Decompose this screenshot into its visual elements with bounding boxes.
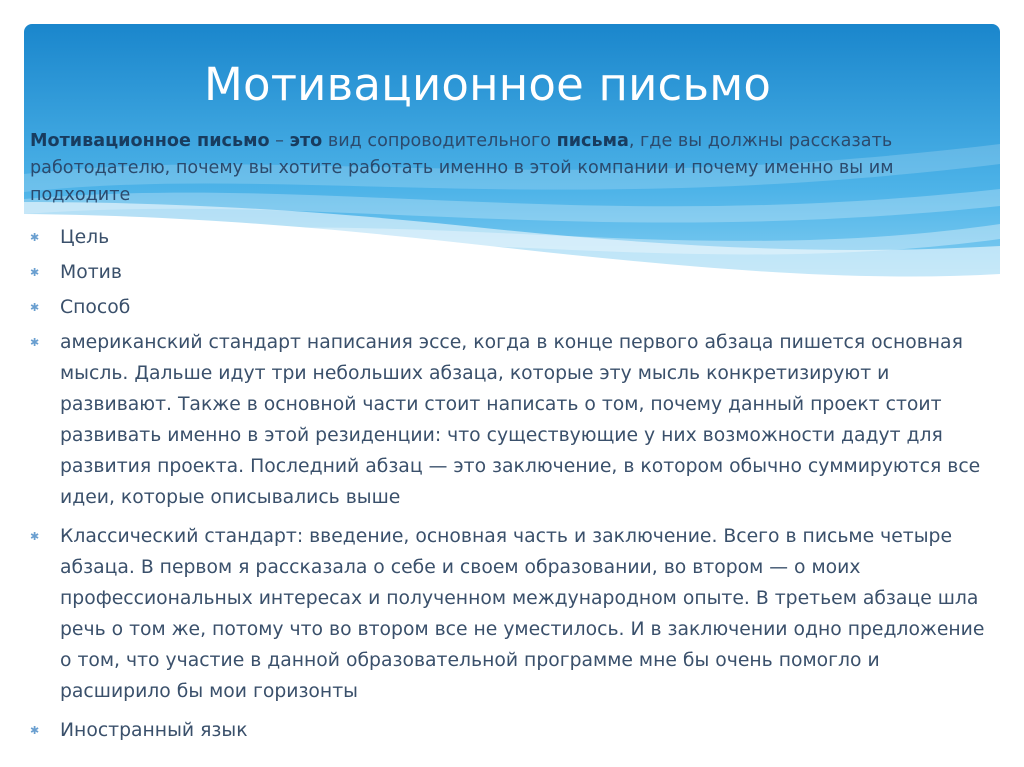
list-item [30,222,990,253]
bullet-star-icon: ✱ [30,231,40,244]
list-item [30,257,990,288]
bullet-star-icon: ✱ [30,301,40,314]
list-item-text: Способ [60,297,131,318]
bullet-star-icon: ✱ [30,724,40,737]
list-item-text: американский стандарт написания эссе, когда в конце первого абзаца пишется основная мысль. Дальше идут три небольших абзаца, которые эту мысль конкретизируют и развивают. Также в основной части стоит написать о том, почему данный проект стоит развивать именно в этой резиденции: что существующие у них возможности дадут для развития проекта. Последний абзац — это заключение, в котором обычно суммируются все идеи, которые описывались выше [60,332,981,508]
intro-term: Мотивационное письмо [30,131,270,151]
list-item-text: Иностранный язык [60,720,248,741]
list-item-text: Цель [60,227,110,248]
bullet-list [30,222,990,750]
list-item [30,715,990,746]
bullet-star-icon: ✱ [30,336,40,349]
list-item [30,327,990,513]
list-item-text: Мотив [60,262,122,283]
intro-paragraph [30,128,970,209]
list-item-text: Классический стандарт: введение, основная часть и заключение. Всего в письме четыре абзаца. В первом я рассказала о себе и своем образовании, во втором — о моих профессиональных интересах и полученном международном опыте. В третьем абзаце шла речь о том же, потому что во втором все не уместилось. И в заключении одно предложение о том, что участие в данной образовательной программе мне бы очень помогло и расширило бы мои горизонты [60,526,985,702]
intro-text-2: , где вы должны рассказать работодателю, почему вы хотите работать именно в этой компании и почему именно вы им подходите [30,131,894,205]
bullet-star-icon: ✱ [30,530,40,543]
intro-dash: – [269,131,290,151]
list-item [30,292,990,323]
slide-title: Мотивационное письмо [204,58,772,111]
bullet-star-icon: ✱ [30,266,40,279]
intro-letter: письма [556,131,629,151]
intro-text-1: вид сопроводительного [322,131,557,151]
intro-is: это [289,131,323,151]
list-item [30,521,990,707]
